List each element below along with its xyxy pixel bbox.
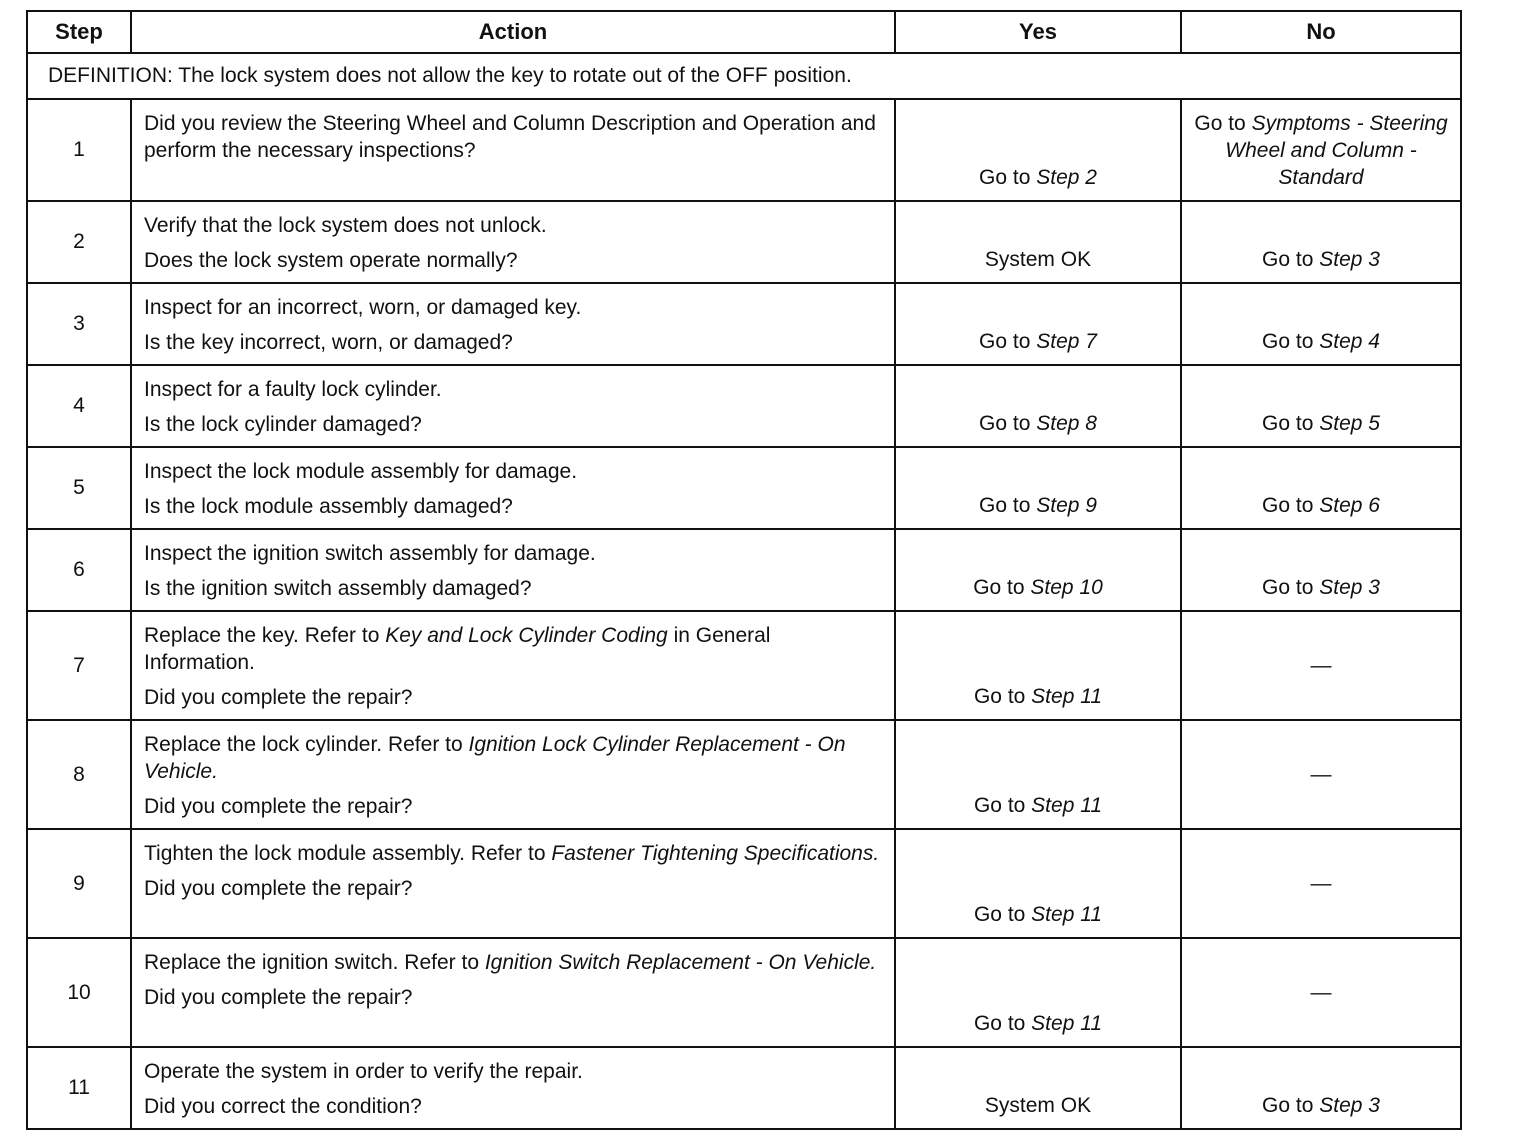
action-cell [131,201,895,283]
yes-cell [895,99,1181,201]
action-cell [131,99,895,201]
action-question: Is the lock cylinder damaged? [144,413,422,436]
table-row [27,283,1461,365]
action-cell [131,1047,895,1129]
yes-cell: System OK [895,201,1181,283]
action-text: Did you review the Steering Wheel and Column Description and Operation and perform the necessary inspections? [144,112,876,162]
action-question: Did you complete the repair? [144,795,413,818]
table-row [27,365,1461,447]
action-text [144,624,770,674]
action-text: Inspect the ignition switch assembly for damage. [144,542,596,565]
no-cell [1181,201,1461,283]
table-row [27,611,1461,720]
action-text: Inspect the lock module assembly for damage. [144,460,578,483]
action-text: Verify that the lock system does not unlock. [144,214,547,237]
no-cell [1181,283,1461,365]
yes-prefix: Go to [973,576,1031,599]
action-question: Did you complete the repair? [144,986,413,1009]
action-prefix: Replace the ignition switch. Refer to [144,951,485,974]
action-question: Did you complete the repair? [144,686,413,709]
yes-cell [895,720,1181,829]
yes-step-link[interactable]: Step 8 [1036,412,1097,435]
no-prefix: Go to [1262,494,1320,517]
yes-step-link[interactable]: Step 11 [1031,685,1103,708]
yes-cell [895,938,1181,1047]
no-cell-dash: — [1181,829,1461,938]
action-question: Does the lock system operate normally? [144,249,518,272]
no-step-link[interactable]: Step 3 [1319,576,1380,599]
yes-cell [895,283,1181,365]
action-question: Is the ignition switch assembly damaged? [144,577,532,600]
yes-cell [895,829,1181,938]
yes-prefix: Go to [973,685,1032,708]
no-step-link[interactable]: Step 4 [1319,330,1380,353]
step-number: 4 [27,365,131,447]
header-step: Step [27,11,131,53]
header-no: No [1181,11,1461,53]
yes-prefix: Go to [979,494,1037,517]
action-cell [131,365,895,447]
table-row [27,99,1461,201]
yes-prefix: Go to [973,794,1032,817]
yes-step-link[interactable]: Step 2 [1036,166,1097,189]
no-prefix: Go to [1262,1094,1320,1117]
table-row [27,720,1461,829]
yes-prefix: Go to [979,412,1037,435]
definition-row [27,53,1461,99]
action-question: Is the lock module assembly damaged? [144,495,513,518]
action-prefix: Replace the lock cylinder. Refer to [144,733,469,756]
no-step-link[interactable]: Step 3 [1319,1094,1380,1117]
action-prefix: Replace the key. Refer to [144,624,386,647]
yes-cell [895,447,1181,529]
table-row [27,829,1461,938]
yes-step-link[interactable]: Step 11 [1031,794,1103,817]
action-cell [131,611,895,720]
table-row [27,529,1461,611]
no-cell [1181,99,1461,201]
table-row [27,201,1461,283]
action-prefix: Tighten the lock module assembly. Refer to [144,842,552,865]
action-text [144,842,879,865]
header-yes: Yes [895,11,1181,53]
yes-step-link[interactable]: Step 7 [1036,330,1097,353]
diagnostic-table [26,10,1462,1130]
yes-prefix: Go to [973,1012,1032,1035]
step-number: 10 [27,938,131,1047]
step-number: 5 [27,447,131,529]
no-cell-dash: — [1181,938,1461,1047]
no-symptoms-link[interactable]: Symptoms - Steering Wheel and Column - Standard [1225,112,1448,189]
no-cell [1181,447,1461,529]
step-number: 2 [27,201,131,283]
yes-step-link[interactable]: Step 11 [1031,903,1103,926]
action-text: Inspect for an incorrect, worn, or damaged key. [144,296,582,319]
action-question: Did you correct the condition? [144,1095,422,1118]
no-prefix: Go to [1262,330,1320,353]
step-number: 6 [27,529,131,611]
no-prefix: Go to [1262,576,1320,599]
no-step-link[interactable]: Step 3 [1319,248,1380,271]
action-suffix: in General Information. [144,624,771,674]
action-text: Operate the system in order to verify the repair. [144,1060,583,1083]
action-cell [131,529,895,611]
no-cell [1181,1047,1461,1129]
action-cell [131,829,895,938]
yes-cell [895,611,1181,720]
no-step-link[interactable]: Step 6 [1319,494,1380,517]
step-number: 3 [27,283,131,365]
yes-prefix: Go to [979,330,1037,353]
action-question: Is the key incorrect, worn, or damaged? [144,331,513,354]
no-cell-dash: — [1181,611,1461,720]
action-question: Did you complete the repair? [144,877,413,900]
table-row [27,447,1461,529]
yes-prefix: Go to [973,903,1032,926]
step-number: 9 [27,829,131,938]
action-reference-link[interactable]: Key and Lock Cylinder Coding [385,624,668,647]
yes-prefix: Go to [979,166,1037,189]
definition-text: DEFINITION: The lock system does not allow the key to rotate out of the OFF position. [27,53,1461,99]
step-number: 8 [27,720,131,829]
yes-step-link[interactable]: Step 11 [1031,1012,1103,1035]
action-reference-link[interactable]: Ignition Switch Replacement - On Vehicle. [484,951,877,974]
action-reference-link[interactable]: Fastener Tightening Specifications. [551,842,880,865]
action-reference-link[interactable]: Ignition Lock Cylinder Replacement - On Vehicle. [144,733,846,783]
yes-cell [895,529,1181,611]
yes-step-link[interactable]: Step 9 [1036,494,1097,517]
no-cell [1181,365,1461,447]
no-cell-dash: — [1181,720,1461,829]
step-number: 7 [27,611,131,720]
no-cell [1181,529,1461,611]
no-step-link[interactable]: Step 5 [1319,412,1380,435]
no-prefix: Go to [1262,412,1320,435]
action-cell [131,447,895,529]
no-prefix: Go to [1262,248,1320,271]
table-row [27,1047,1461,1129]
no-prefix: Go to [1194,112,1252,135]
table-row [27,938,1461,1047]
step-number: 11 [27,1047,131,1129]
action-text [144,733,846,783]
action-cell [131,720,895,829]
yes-step-link[interactable]: Step 10 [1030,576,1103,599]
header-action: Action [131,11,895,53]
step-number: 1 [27,99,131,201]
yes-cell: System OK [895,1047,1181,1129]
action-cell [131,938,895,1047]
header-row [27,11,1461,53]
action-cell [131,283,895,365]
action-text [144,951,876,974]
yes-cell [895,365,1181,447]
action-text: Inspect for a faulty lock cylinder. [144,378,442,401]
